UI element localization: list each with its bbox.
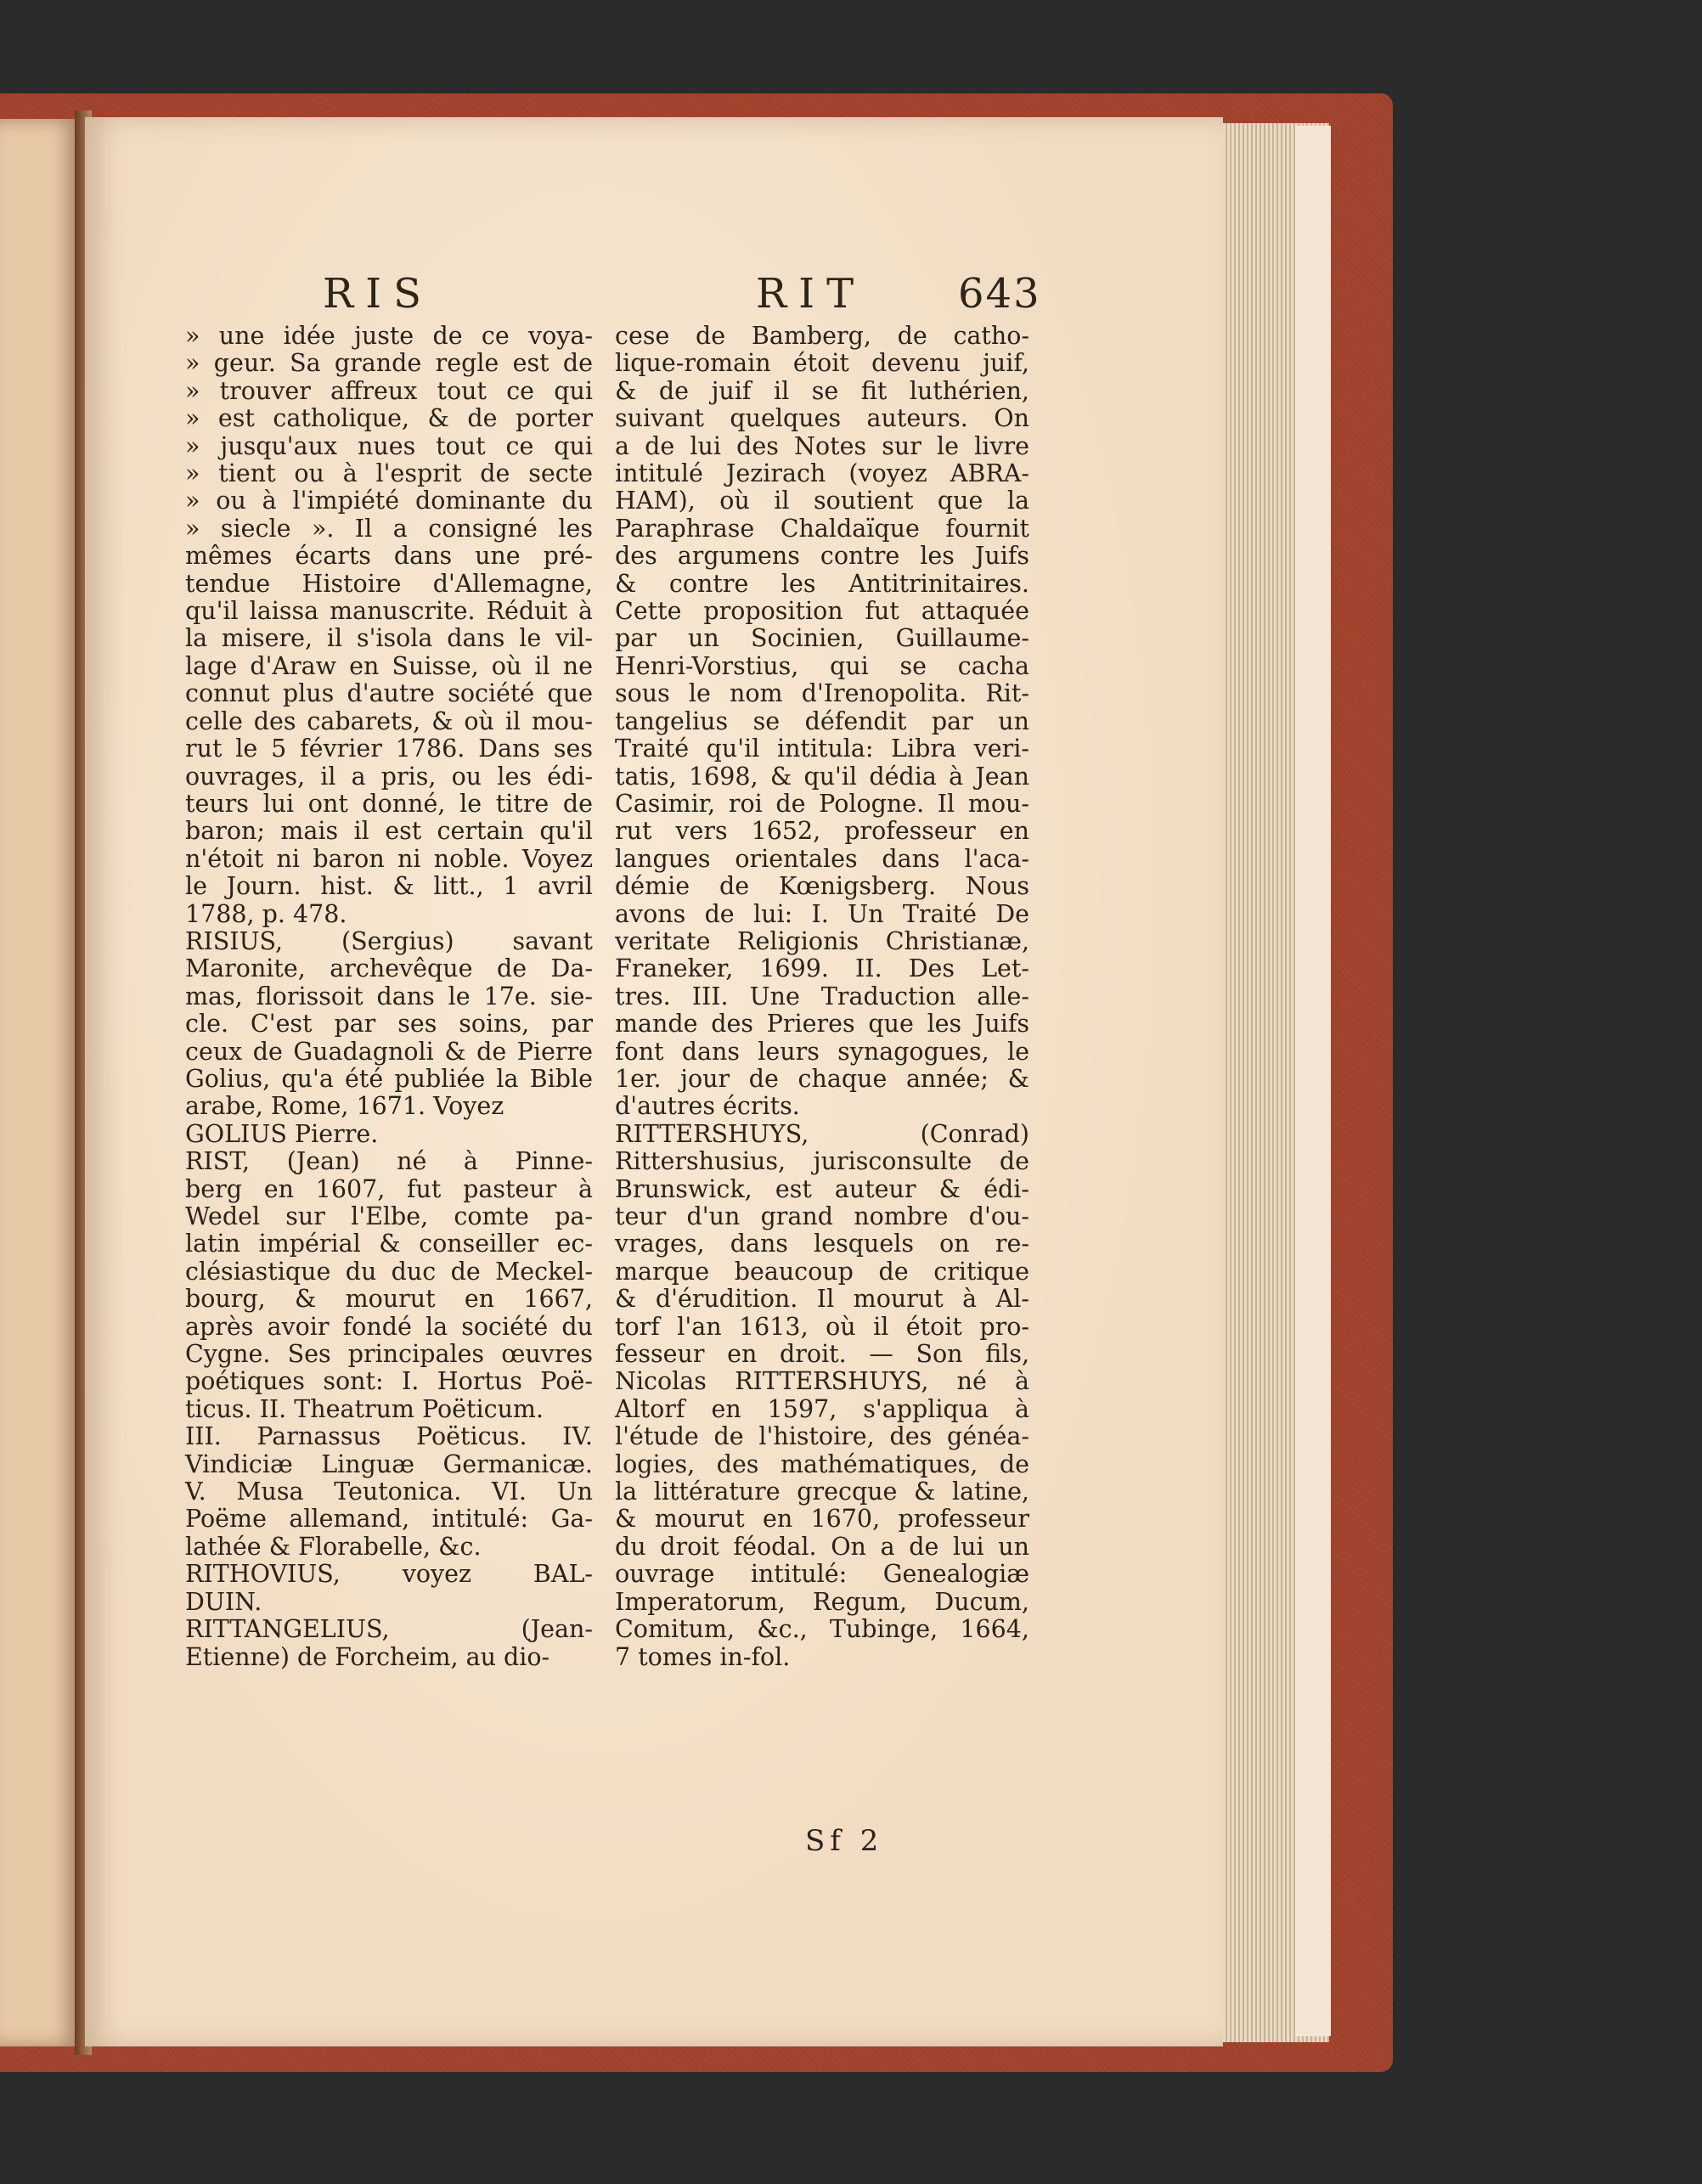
text-line: DUIN. <box>185 1587 262 1616</box>
text-line: tangelius se défendit par un <box>615 706 1029 735</box>
text-line: font dans leurs synagogues, le <box>615 1037 1029 1066</box>
text-line: cese de Bamberg, de catho- <box>615 322 1029 350</box>
text-line: du droit féodal. On a de lui un <box>615 1532 1029 1561</box>
text-line: par un Socinien, Guillaume- <box>615 624 1029 653</box>
text-line: Altorf en 1597, s'appliqua à <box>615 1394 1029 1423</box>
text-line: langues orientales dans l'aca- <box>615 844 1029 873</box>
text-line: » est catholique, & de porter <box>185 404 593 433</box>
text-line: RISIUS, (Sergius) savant <box>185 926 593 955</box>
text-line: Golius, qu'a été publiée la Bible <box>185 1064 593 1093</box>
text-line: intitulé Jezirach (voyez ABRA- <box>615 459 1029 488</box>
text-line: avons de lui: I. Un Traité De <box>615 899 1029 928</box>
text-line: lathée & Florabelle, &c. <box>185 1532 482 1561</box>
text-line: poétiques sont: I. Hortus Poë- <box>185 1367 593 1396</box>
text-line: l'étude de l'histoire, des généa- <box>615 1422 1029 1451</box>
text-line: 1er. jour de chaque année; & <box>615 1064 1029 1093</box>
text-column-left <box>185 323 593 1671</box>
text-line: Cette proposition fut attaquée <box>615 597 1029 626</box>
text-line: tres. III. Une Traduction alle- <box>615 982 1029 1010</box>
text-line: HAM), où il soutient que la <box>615 487 1029 515</box>
text-line: celle des cabarets, & où il mou- <box>185 706 593 735</box>
text-line: teur d'un grand nombre d'ou- <box>615 1202 1029 1230</box>
text-line: après avoir fondé la société du <box>185 1312 593 1341</box>
text-line: sous le nom d'Irenopolita. Rit- <box>615 679 1029 708</box>
text-line: qu'il laissa manuscrite. Réduit à <box>185 597 593 626</box>
text-line: la misere, il s'isola dans le vil- <box>185 624 593 653</box>
text-line: » tient ou à l'esprit de secte <box>185 459 593 488</box>
text-line: GOLIUS Pierre. <box>185 1119 379 1148</box>
text-line: d'autres écrits. <box>615 1092 800 1121</box>
text-line: la littérature grecque & latine, <box>615 1478 1029 1506</box>
text-line: tatis, 1698, & qu'il dédia à Jean <box>615 762 1029 791</box>
text-line: démie de Kœnigsberg. Nous <box>615 872 1029 901</box>
running-head-right: RIT <box>756 270 866 318</box>
text-line: des argumens contre les Juifs <box>615 542 1029 571</box>
text-line: bourg, & mourut en 1667, <box>185 1285 593 1314</box>
text-line: 1788, p. 478. <box>185 899 347 928</box>
text-line: mêmes écarts dans une pré- <box>185 542 593 571</box>
text-line: arabe, Rome, 1671. Voyez <box>185 1092 504 1121</box>
text-line: Comitum, &c., Tubinge, 1664, <box>615 1615 1029 1644</box>
text-line: connut plus d'autre société que <box>185 679 593 708</box>
text-line: baron; mais il est certain qu'il <box>185 817 593 846</box>
text-line: rut vers 1652, professeur en <box>615 817 1029 846</box>
text-line: » siecle ». Il a consigné les <box>185 514 593 543</box>
text-line: latin impérial & conseiller ec- <box>185 1230 593 1258</box>
text-line: » une idée juste de ce voya- <box>185 322 593 350</box>
text-line: suivant quelques auteurs. On <box>615 404 1029 433</box>
text-line: teurs lui ont donné, le titre de <box>185 789 593 818</box>
text-line: Wedel sur l'Elbe, comte pa- <box>185 1202 593 1230</box>
text-line: vrages, dans lesquels on re- <box>615 1230 1029 1258</box>
text-line: marque beaucoup de critique <box>615 1257 1029 1286</box>
text-line: & de juif il se fit luthérien, <box>615 376 1029 405</box>
text-line: clésiastique du duc de Meckel- <box>185 1257 593 1286</box>
text-line: Rittershusius, jurisconsulte de <box>615 1147 1029 1176</box>
text-line: mande des Prieres que les Juifs <box>615 1010 1029 1039</box>
text-line: Imperatorum, Regum, Ducum, <box>615 1587 1029 1616</box>
text-line: V. Musa Teutonica. VI. Un <box>185 1478 593 1506</box>
text-line: veritate Religionis Christianæ, <box>615 926 1029 955</box>
text-line: 7 tomes in-fol. <box>615 1642 791 1671</box>
text-line: berg en 1607, fut pasteur à <box>185 1174 593 1203</box>
text-line: RIST, (Jean) né à Pinne- <box>185 1147 593 1176</box>
text-line: a de lui des Notes sur le livre <box>615 431 1029 460</box>
text-column-right <box>615 323 1029 1671</box>
text-line: ouvrages, il a pris, ou les édi- <box>185 762 593 791</box>
text-line: ouvrage intitulé: Genealogiæ <box>615 1560 1029 1589</box>
left-page-edge <box>0 119 80 2046</box>
text-line: Nicolas RITTERSHUYS, né à <box>615 1367 1029 1396</box>
text-line: lique-romain étoit devenu juif, <box>615 349 1029 378</box>
page-block-highlight <box>1295 126 1331 2036</box>
text-line: ticus. II. Theatrum Poëticum. <box>185 1394 544 1423</box>
text-line: n'étoit ni baron ni noble. Voyez <box>185 844 593 873</box>
text-line: fesseur en droit. — Son fils, <box>615 1340 1029 1369</box>
text-line: & d'érudition. Il mourut à Al- <box>615 1285 1029 1314</box>
text-line: » geur. Sa grande regle est de <box>185 349 593 378</box>
text-line: & mourut en 1670, professeur <box>615 1505 1029 1534</box>
running-head-left: RIS <box>323 270 433 318</box>
text-line: Franeker, 1699. II. Des Let- <box>615 954 1029 983</box>
text-line: & contre les Antitrinitaires. <box>615 569 1029 598</box>
text-line: Cygne. Ses principales œuvres <box>185 1340 593 1369</box>
text-line: Etienne) de Forcheim, au dio- <box>185 1642 550 1671</box>
text-line: mas, florissoit dans le 17e. sie- <box>185 982 593 1010</box>
text-line: tendue Histoire d'Allemagne, <box>185 569 593 598</box>
text-line: lage d'Araw en Suisse, où il ne <box>185 651 593 680</box>
signature-mark: Sf 2 <box>805 1824 884 1858</box>
text-line: RITHOVIUS, voyez BAL- <box>185 1560 593 1589</box>
text-line: RITTANGELIUS, (Jean- <box>185 1615 593 1644</box>
text-line: le Journ. hist. & litt., 1 avril <box>185 872 593 901</box>
text-line: Casimir, roi de Pologne. Il mou- <box>615 789 1029 818</box>
text-line: cle. C'est par ses soins, par <box>185 1010 593 1039</box>
page-number: 643 <box>958 270 1041 318</box>
text-line: torf l'an 1613, où il étoit pro- <box>615 1312 1029 1341</box>
text-line: Poëme allemand, intitulé: Ga- <box>185 1505 593 1534</box>
text-line: » ou à l'impiété dominante du <box>185 487 593 515</box>
text-line: Vindiciæ Linguæ Germanicæ. <box>185 1449 593 1478</box>
text-line: Traité qu'il intitula: Libra veri- <box>615 735 1029 763</box>
text-line: » jusqu'aux nues tout ce qui <box>185 431 593 460</box>
text-line: logies, des mathématiques, de <box>615 1449 1029 1478</box>
text-line: » trouver affreux tout ce qui <box>185 376 593 405</box>
text-line: Henri-Vorstius, qui se cacha <box>615 651 1029 680</box>
text-line: rut le 5 février 1786. Dans ses <box>185 735 593 763</box>
text-line: RITTERSHUYS, (Conrad) <box>615 1119 1029 1148</box>
text-line: Brunswick, est auteur & édi- <box>615 1174 1029 1203</box>
text-line: Paraphrase Chaldaïque fournit <box>615 514 1029 543</box>
text-line: ceux de Guadagnoli & de Pierre <box>185 1037 593 1066</box>
text-line: III. Parnassus Poëticus. IV. <box>185 1422 593 1451</box>
text-line: Maronite, archevêque de Da- <box>185 954 593 983</box>
